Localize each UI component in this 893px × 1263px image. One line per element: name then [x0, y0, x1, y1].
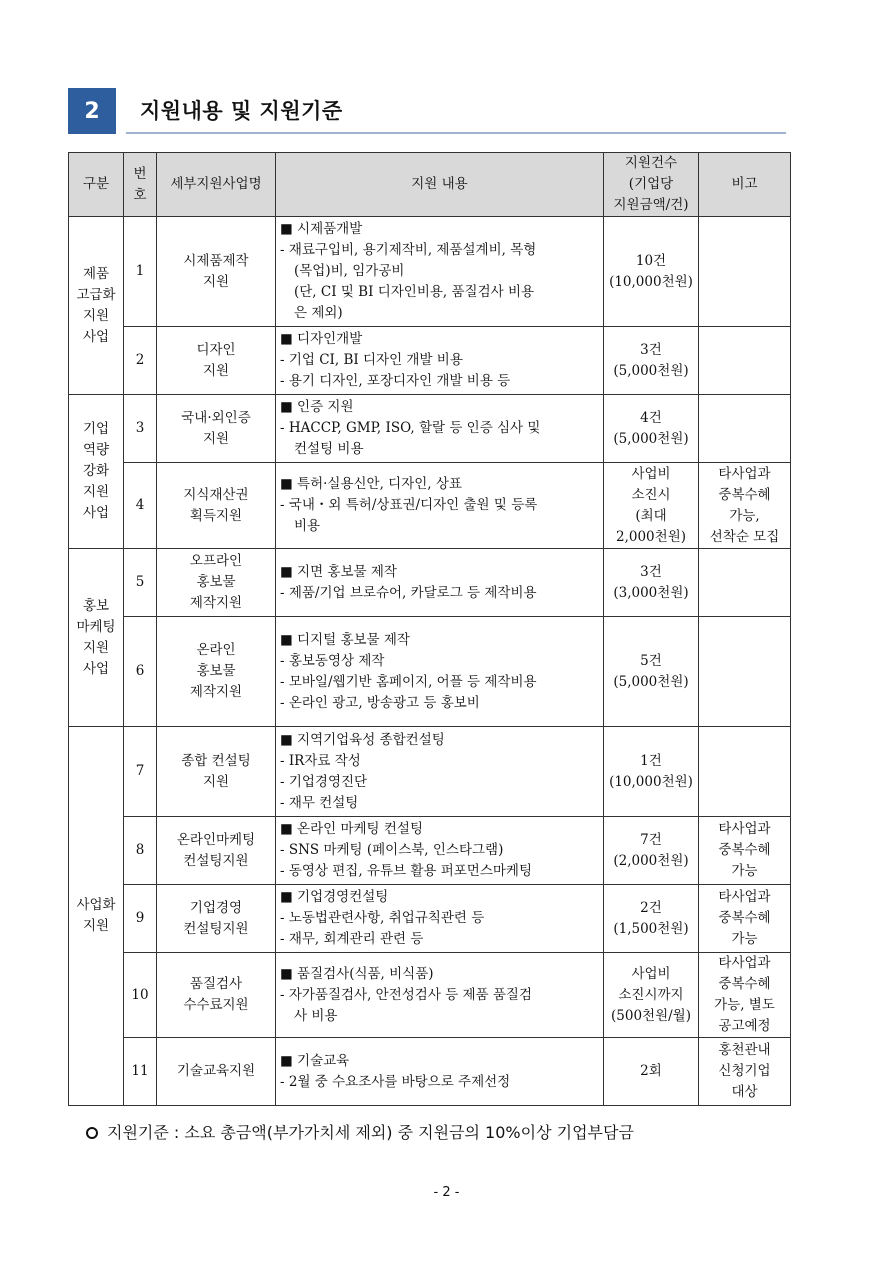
header-count: 지원건수 (기업당 지원금액/건) [604, 153, 699, 217]
table-row [69, 463, 791, 549]
section-header [68, 88, 786, 134]
content-cell [276, 395, 604, 463]
table-body [69, 217, 791, 1106]
content-line: - IR자료 작성 [280, 752, 361, 769]
program-name-cell: 품질검사 수수료지원 [157, 953, 276, 1038]
header-program: 세부지원사업명 [157, 153, 276, 217]
content-line: 사 비용 [294, 1007, 338, 1024]
content-cell [276, 217, 604, 327]
content-bullet: ■ 온라인 마케팅 컨설팅 [280, 821, 423, 837]
content-line: - 동영상 편집, 유튜브 활용 퍼포먼스마케팅 [280, 863, 533, 879]
number-cell: 3 [124, 395, 157, 463]
program-name-cell: 국내·외인증 지원 [157, 395, 276, 463]
content-line: - 자가품질검사, 안전성검사 등 제품 품질검 [280, 986, 533, 1003]
content-cell [276, 463, 604, 549]
program-name-cell: 지식재산권 획득지원 [157, 463, 276, 549]
category-cell: 홍보 마케팅 지원 사업 [69, 549, 124, 727]
content-cell [276, 817, 604, 885]
number-cell: 11 [124, 1038, 157, 1106]
content-line: - 제품/기업 브로슈어, 카달로그 등 제작비용 [280, 584, 537, 601]
header-note: 비고 [699, 153, 791, 217]
note-cell [699, 395, 791, 463]
number-cell: 2 [124, 327, 157, 395]
content-line: - 기업경영진단 [280, 773, 368, 790]
content-bullet: ■ 디자인개발 [280, 331, 363, 347]
table-row [69, 549, 791, 617]
count-cell: 2회 [604, 1038, 699, 1106]
content-line: - 노동법관련사항, 취업규칙관련 등 [280, 910, 485, 926]
content-bullet: ■ 기업경영컨설팅 [280, 889, 389, 905]
circle-bullet-icon [86, 1127, 98, 1139]
number-cell: 5 [124, 549, 157, 617]
number-cell: 8 [124, 817, 157, 885]
note-cell [699, 617, 791, 727]
program-name-cell: 온라인마케팅 컨설팅지원 [157, 817, 276, 885]
program-name-cell: 기업경영 컨설팅지원 [157, 885, 276, 953]
note-cell: 타사업과 중복수혜 가능 [699, 885, 791, 953]
program-name-cell: 온라인 홍보물 제작지원 [157, 617, 276, 727]
category-cell: 기업 역량 강화 지원 사업 [69, 395, 124, 549]
table-row [69, 1038, 791, 1106]
content-line: - HACCP, GMP, ISO, 할랄 등 인증 심사 및 [280, 420, 541, 436]
program-name-cell: 종합 컨설팅 지원 [157, 727, 276, 817]
count-cell: 사업비 소진시까지 (500천원/월) [604, 953, 699, 1038]
note-cell [699, 327, 791, 395]
content-cell [276, 617, 604, 727]
content-bullet: ■ 디지털 홍보물 제작 [280, 631, 410, 648]
program-name-cell: 디자인 지원 [157, 327, 276, 395]
support-criteria [86, 1120, 634, 1143]
content-line: - 국내・외 특허/상표권/디자인 출원 및 등록 [280, 497, 538, 513]
support-table [68, 152, 791, 1106]
note-cell [699, 549, 791, 617]
content-line: - 재무, 회계관리 관련 등 [280, 931, 424, 947]
note-cell: 타사업과 중복수혜 가능 [699, 817, 791, 885]
number-cell: 9 [124, 885, 157, 953]
category-cell: 사업화 지원 [69, 727, 124, 1106]
note-cell: 타사업과 중복수혜 가능, 선착순 모집 [699, 463, 791, 549]
content-line: (목업)비, 임가공비 [294, 263, 405, 279]
content-bullet: ■ 품질검사(식품, 비식품) [280, 965, 434, 982]
number-cell: 7 [124, 727, 157, 817]
note-cell [699, 217, 791, 327]
count-cell: 5건 (5,000천원) [604, 617, 699, 727]
content-cell [276, 549, 604, 617]
table-row [69, 617, 791, 727]
content-line: - SNS 마케팅 (페이스북, 인스타그램) [280, 842, 504, 858]
page-number: - 2 - [433, 1185, 460, 1200]
content-line: - 온라인 광고, 방송광고 등 홍보비 [280, 694, 480, 711]
header-category: 구분 [69, 153, 124, 217]
criteria-text: 지원기준 : 소요 총금액(부가가치세 제외) 중 지원금의 10%이상 기업부담금 [107, 1123, 634, 1142]
content-cell [276, 885, 604, 953]
count-cell: 2건 (1,500천원) [604, 885, 699, 953]
content-bullet: ■ 지면 홍보물 제작 [280, 563, 397, 580]
note-cell: 홍천관내 신청기업 대상 [699, 1038, 791, 1106]
content-bullet: ■ 시제품개발 [280, 221, 363, 237]
table-row [69, 953, 791, 1038]
table-row [69, 885, 791, 953]
program-name-cell: 기술교육지원 [157, 1038, 276, 1106]
content-cell [276, 327, 604, 395]
number-cell: 6 [124, 617, 157, 727]
number-cell: 4 [124, 463, 157, 549]
count-cell: 7건 (2,000천원) [604, 817, 699, 885]
content-line: - 재무 컨설팅 [280, 794, 359, 811]
program-name-cell: 오프라인 홍보물 제작지원 [157, 549, 276, 617]
content-line: - 모바일/웹기반 홈페이지, 어플 등 제작비용 [280, 673, 537, 690]
header-number: 번 호 [124, 153, 157, 217]
count-cell: 4건 (5,000천원) [604, 395, 699, 463]
content-line: - 기업 CI, BI 디자인 개발 비용 [280, 352, 463, 368]
content-line: - 홍보동영상 제작 [280, 652, 385, 669]
count-cell: 1건 (10,000천원) [604, 727, 699, 817]
count-cell: 10건 (10,000천원) [604, 217, 699, 327]
section-underline [126, 132, 786, 134]
note-cell [699, 727, 791, 817]
content-line: - 재료구입비, 용기제작비, 제품설계비, 목형 [280, 242, 537, 258]
category-cell: 제품 고급화 지원 사업 [69, 217, 124, 395]
header-content: 지원 내용 [276, 153, 604, 217]
content-cell [276, 1038, 604, 1106]
content-bullet: ■ 인증 지원 [280, 399, 354, 415]
section-number: 2 [68, 88, 116, 134]
count-cell: 3건 (5,000천원) [604, 327, 699, 395]
table-row [69, 327, 791, 395]
program-name-cell: 시제품제작 지원 [157, 217, 276, 327]
table-row [69, 217, 791, 327]
number-cell: 10 [124, 953, 157, 1038]
table-row [69, 817, 791, 885]
content-line: - 용기 디자인, 포장디자인 개발 비용 등 [280, 373, 511, 389]
content-bullet: ■ 지역기업육성 종합컨설팅 [280, 731, 445, 748]
content-bullet: ■ 특허·실용신안, 디자인, 상표 [280, 476, 462, 492]
table-row [69, 395, 791, 463]
content-line: 비용 [294, 518, 321, 534]
content-bullet: ■ 기술교육 [280, 1052, 350, 1069]
content-line: (단, CI 및 BI 디자인비용, 품질검사 비용 [294, 284, 535, 300]
section-title: 지원내용 및 지원기준 [140, 99, 343, 123]
table-row [69, 727, 791, 817]
table-header-row [69, 153, 791, 217]
note-cell: 타사업과 중복수혜 가능, 별도 공고예정 [699, 953, 791, 1038]
content-line: 은 제외) [294, 305, 343, 321]
count-cell: 사업비 소진시 (최대 2,000천원) [604, 463, 699, 549]
count-cell: 3건 (3,000천원) [604, 549, 699, 617]
content-cell [276, 953, 604, 1038]
number-cell: 1 [124, 217, 157, 327]
content-line: 컨설팅 비용 [294, 441, 364, 457]
content-line: - 2월 중 수요조사를 바탕으로 주제선정 [280, 1073, 511, 1090]
content-cell [276, 727, 604, 817]
